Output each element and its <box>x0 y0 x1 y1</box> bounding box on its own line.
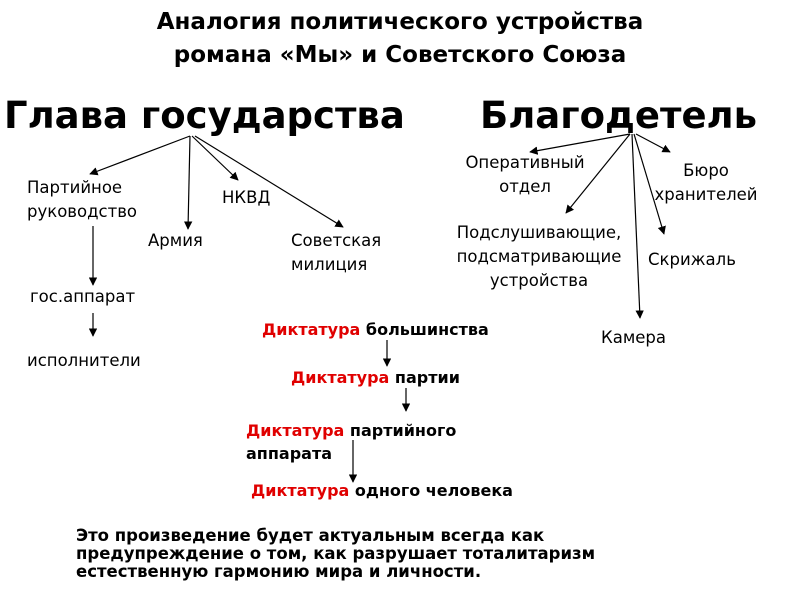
chain-rest: одного человека <box>349 481 513 500</box>
node-surveillance-devices-line-3: устройства <box>489 271 589 290</box>
node-operative-department-line-2: отдел <box>499 177 551 196</box>
heading-benefactor: Благодетель <box>480 94 758 137</box>
node-party-leadership-line-1: Партийное <box>27 178 123 197</box>
node-guardians-bureau-line-2: хранителей <box>654 185 758 204</box>
chain-word: Диктатура <box>246 421 345 440</box>
node-executors: исполнители <box>27 351 141 370</box>
node-camera: Камера <box>601 328 667 347</box>
title-line-1: Аналогия политического устройства <box>156 9 644 35</box>
arrow-head-to-militia <box>195 136 343 227</box>
heading-head-of-state: Глава государства <box>4 94 405 137</box>
node-guardians-bureau-line-1: Бюро <box>683 161 729 180</box>
arrow-head-to-party <box>90 136 190 174</box>
arrow-head-to-army <box>188 136 190 229</box>
node-surveillance-devices-line-2: подсматривающие <box>456 247 622 266</box>
node-army: Армия <box>148 231 203 250</box>
title-line-2: романа «Мы» и Советского Союза <box>173 42 627 68</box>
node-surveillance-devices <box>433 221 645 293</box>
chain-word: Диктатура <box>251 481 350 500</box>
node-soviet-militia <box>291 229 381 277</box>
node-party-leadership-line-2: руководство <box>27 202 138 221</box>
chain-rest: большинства <box>360 320 489 339</box>
chain-item-majority <box>262 318 489 341</box>
chain-rest-line-2: аппарата <box>246 444 333 463</box>
chain-rest: партии <box>389 368 460 387</box>
node-nkvd: НКВД <box>222 188 271 207</box>
node-guardians-bureau <box>640 159 772 207</box>
node-state-apparatus: гос.аппарат <box>30 287 136 306</box>
node-operative-department <box>449 151 601 199</box>
node-soviet-militia-line-2: милиция <box>291 255 368 274</box>
node-operative-department-line-1: Оперативный <box>465 153 585 172</box>
chain-item-party-apparatus <box>246 419 456 465</box>
node-surveillance-devices-line-1: Подслушивающие, <box>456 223 622 242</box>
chain-word: Диктатура <box>291 368 390 387</box>
node-tablet: Скрижаль <box>648 250 736 269</box>
conclusion-text: Это произведение будет актуальным всегда как предупреждение о том, как разрушает тоталитаризм естественную гармонию мира и личности. <box>76 526 596 581</box>
chain-word: Диктатура <box>262 320 361 339</box>
chain-item-party <box>291 366 460 389</box>
node-soviet-militia-line-1: Советская <box>291 231 382 250</box>
chain-rest: партийного <box>344 421 457 440</box>
node-party-leadership <box>27 176 137 224</box>
chain-item-one-person <box>251 479 513 502</box>
